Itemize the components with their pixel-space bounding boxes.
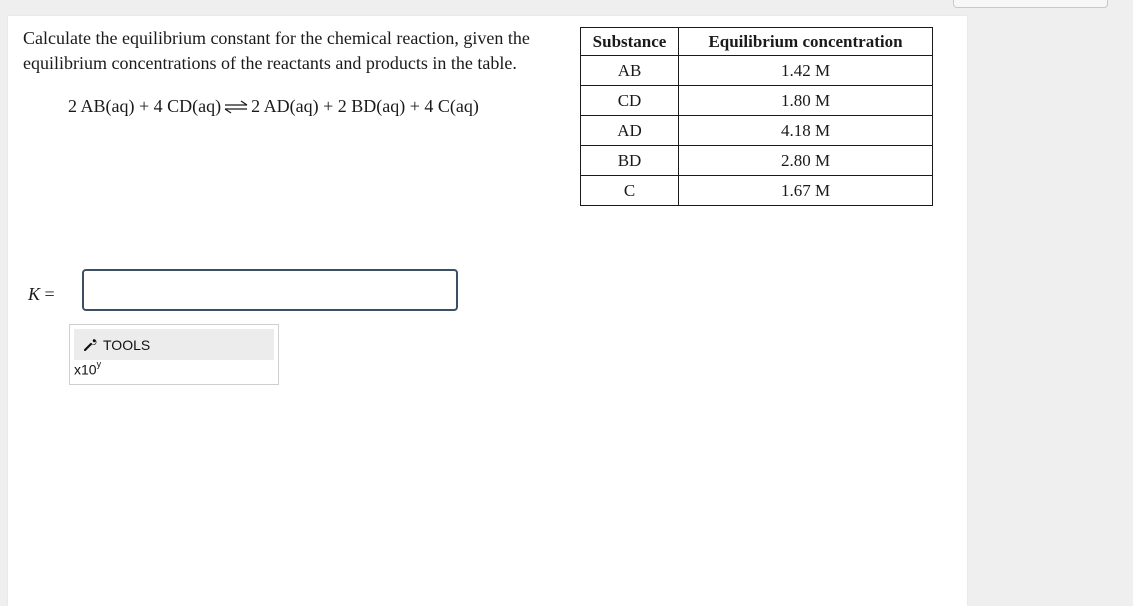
x10-button[interactable] [74,361,101,378]
x10-base: x10 [74,361,97,378]
table-row [581,176,933,206]
tools-button[interactable] [74,329,274,360]
concentration-cell: 4.18 M [679,116,933,146]
concentration-cell: 1.80 M [679,86,933,116]
k-equals: = [44,284,55,304]
equation-products: 2 AD(aq) + 2 BD(aq) + 4 C(aq) [251,96,479,116]
chemical-equation [68,96,479,117]
substance-cell: BD [581,146,679,176]
table-row [581,146,933,176]
substance-cell: AD [581,116,679,146]
concentration-cell: 2.80 M [679,146,933,176]
concentration-cell: 1.42 M [679,56,933,86]
equation-reactants: 2 AB(aq) + 4 CD(aq) [68,96,222,116]
tools-label: TOOLS [103,336,151,353]
k-answer-input[interactable] [82,269,458,311]
tools-panel [69,324,279,385]
substance-cell: AB [581,56,679,86]
x10-exponent: y [96,359,102,369]
k-label [28,284,55,305]
wrench-icon [84,338,97,351]
table-row [581,86,933,116]
concentration-cell: 1.67 M [679,176,933,206]
concentration-table [580,27,933,206]
table-header-row [581,28,933,56]
column-header-concentration: Equilibrium concentration [679,28,933,56]
question-panel [8,16,967,606]
table-row [581,116,933,146]
table-row [581,56,933,86]
substance-cell: C [581,176,679,206]
column-header-substance: Substance [581,28,679,56]
equilibrium-arrow-icon [223,100,249,114]
substance-cell: CD [581,86,679,116]
question-text: Calculate the equilibrium constant for the chemical reaction, given the equilibrium concentrations of the reactants and products in the table. [23,28,530,73]
top-right-tab [953,0,1108,8]
k-variable: K [28,284,41,304]
